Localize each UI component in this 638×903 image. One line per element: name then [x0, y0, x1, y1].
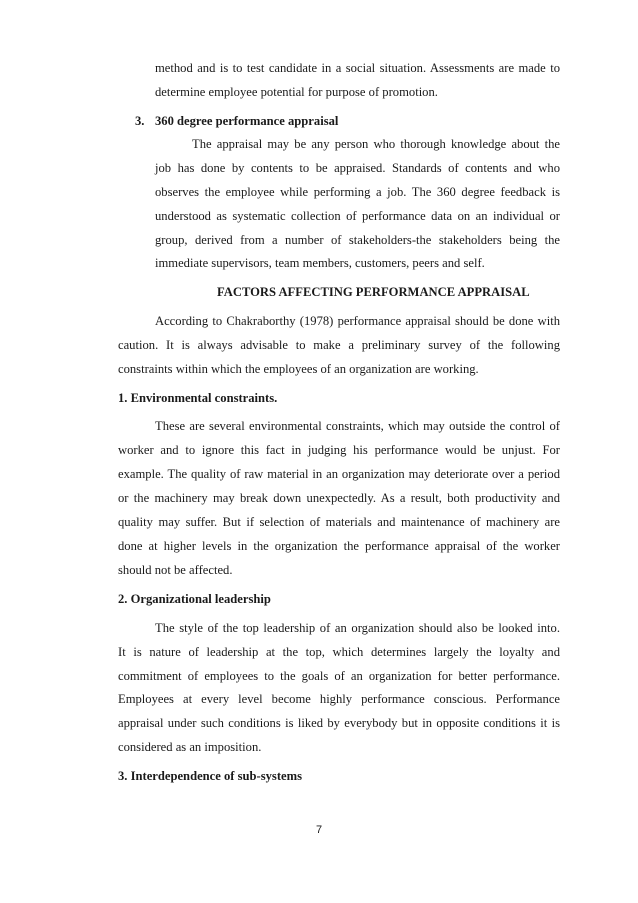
- body-text-line: appraisal under such conditions is liked by everybody but in opposite conditions it is: [118, 716, 560, 730]
- body-text-line: group, derived from a number of stakeholders-the stakeholders being the: [155, 233, 560, 247]
- body-text-line: According to Chakraborthy (1978) performance appraisal should be done with: [155, 314, 560, 328]
- body-text-line: The style of the top leadership of an organization should also be looked into.: [155, 621, 560, 635]
- subsection-heading: 3. Interdependence of sub-systems: [118, 769, 303, 783]
- body-text-line: done at higher levels in the organization the performance appraisal of the worker: [118, 539, 560, 553]
- body-text-line: quality may suffer. But if selection of materials and maintenance of machinery are: [118, 515, 560, 529]
- body-text-line: method and is to test candidate in a social situation. Assessments are made to: [155, 61, 560, 75]
- body-text-line: job has done by contents to be appraised. Standards of contents and who: [155, 161, 560, 175]
- body-text-line: The appraisal may be any person who thorough knowledge about the: [192, 137, 560, 151]
- body-text-line: constraints within which the employees of an organization are working.: [118, 362, 479, 376]
- body-text-line: should not be affected.: [118, 563, 233, 577]
- body-text-line: These are several environmental constraints, which may outside the control of: [155, 419, 560, 433]
- subsection-heading: 1. Environmental constraints.: [118, 391, 278, 405]
- body-text-line: Employees at every level become highly performance conscious. Performance: [118, 692, 560, 706]
- body-text-line: observes the employee while performing a job. The 360 degree feedback is: [155, 185, 560, 199]
- body-text-line: immediate supervisors, team members, customers, peers and self.: [155, 256, 485, 270]
- page-number: 7: [315, 824, 323, 836]
- body-text-line: caution. It is always advisable to make a preliminary survey of the following: [118, 338, 560, 352]
- list-item-title: 360 degree performance appraisal: [155, 114, 339, 128]
- subsection-heading: 2. Organizational leadership: [118, 592, 271, 606]
- body-text-line: considered as an imposition.: [118, 740, 262, 754]
- body-text-line: determine employee potential for purpose of promotion.: [155, 85, 438, 99]
- body-text-line: understood as systematic collection of performance data on an individual or: [155, 209, 560, 223]
- body-text-line: It is nature of leadership at the top, which determines largely the loyalty and: [118, 645, 560, 659]
- body-text-line: or the machinery may break down unexpectedly. As a result, both productivity and: [118, 491, 560, 505]
- body-text-line: commitment of employees to the goals of an organization for better performance.: [118, 669, 560, 683]
- section-heading: FACTORS AFFECTING PERFORMANCE APPRAISAL: [217, 285, 530, 299]
- body-text-line: worker and to ignore this fact in judging his performance would be unjust. For: [118, 443, 560, 457]
- list-item-number: 3.: [135, 114, 145, 128]
- body-text-line: example. The quality of raw material in an organization may deteriorate over a period: [118, 467, 560, 481]
